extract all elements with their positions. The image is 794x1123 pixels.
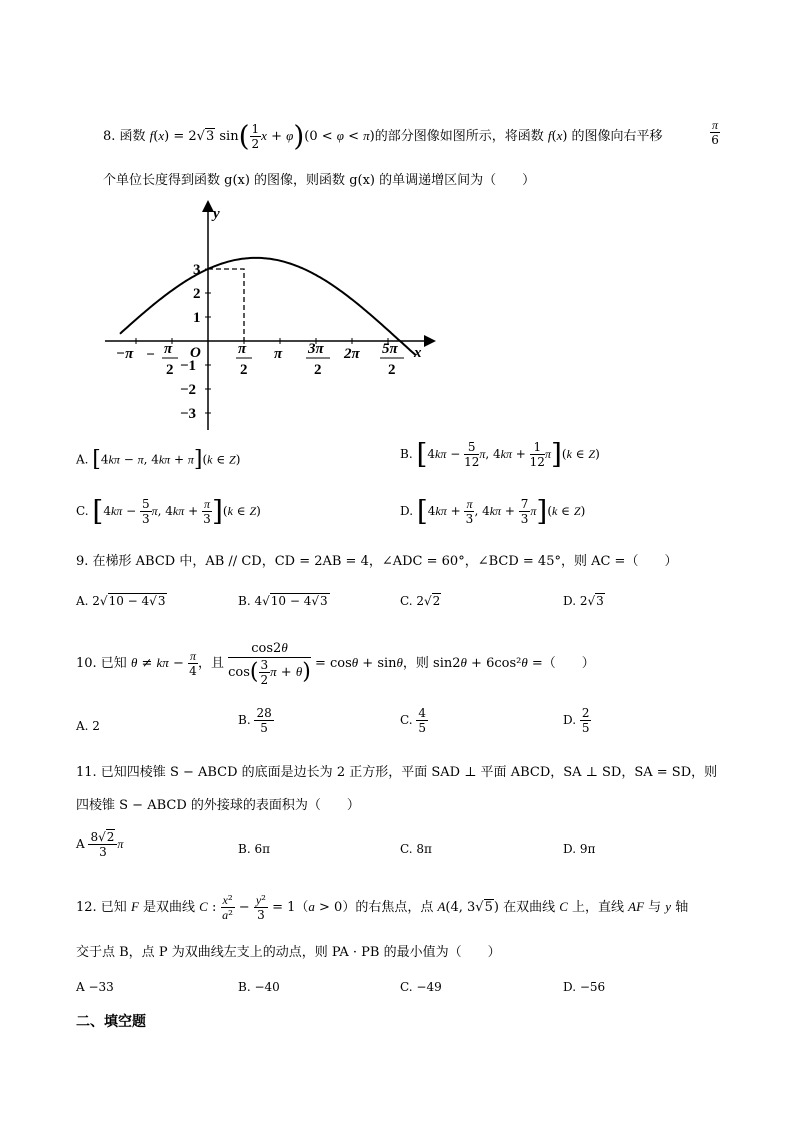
q11-option-b[interactable]: B. 6π bbox=[238, 842, 270, 856]
q12-option-b[interactable]: B. −40 bbox=[238, 980, 280, 994]
y-tick-m1: −1 bbox=[180, 358, 197, 374]
q12-option-a[interactable]: A −33 bbox=[76, 980, 114, 994]
q11-option-c[interactable]: C. 8π bbox=[400, 842, 432, 856]
q8-line2: 个单位长度得到函数 g(x) 的图像，则函数 g(x) 的单调递增区间为（ ） bbox=[103, 173, 536, 188]
q12-option-d[interactable]: D. −56 bbox=[563, 980, 606, 994]
q10-option-d[interactable]: D. $\frac{2}{5}$ bbox=[563, 706, 590, 735]
x-tick-3pi2-num: 3π bbox=[308, 341, 324, 357]
x-tick-mpi2-minus: − bbox=[146, 347, 156, 363]
q9-option-c[interactable]: C. 2√2 bbox=[400, 594, 441, 608]
q8-option-b[interactable]: B. [4kπ − $\frac{5}{12}$ π, 4kπ + $\frac{1}{12}$ π](k ∈ Z) bbox=[400, 437, 600, 471]
y-tick-m2: −2 bbox=[180, 382, 197, 398]
q9-option-b[interactable]: B. 4√10 − 4√3 bbox=[238, 594, 328, 608]
section-title: 二、填空题 bbox=[76, 1014, 146, 1030]
q9-option-d[interactable]: D. 2√3 bbox=[563, 594, 604, 608]
q10-stem: 10. 已知 θ ≠ kπ − $\frac{\pi}{4}$ ，且 cos2θ cos( $\frac{3}{2}$ π + θ) = cosθ + sinθ，则 sin2θ + 6cos²θ =（ ） bbox=[76, 640, 595, 687]
q11-line1: 11. 已知四棱锥 S − ABCD 的底面是边长为 2 正方形，平面 SAD ⊥ 平面 ABCD，SA ⊥ SD，SA = SD，则 bbox=[76, 765, 718, 780]
x-tick-pi: π bbox=[274, 346, 283, 362]
x-tick-5pi2-num: 5π bbox=[382, 341, 398, 357]
q12-option-c[interactable]: C. −49 bbox=[400, 980, 442, 994]
dashed-guide bbox=[208, 269, 244, 341]
svg-text:2: 2 bbox=[388, 362, 396, 378]
svg-text:2: 2 bbox=[240, 362, 248, 378]
y-tick-m3: −3 bbox=[180, 406, 197, 422]
x-tick-2pi: 2π bbox=[344, 346, 360, 362]
y-label: y bbox=[213, 206, 220, 222]
y-tick-3: 3 bbox=[193, 262, 201, 278]
q8-option-d[interactable]: D. [4kπ + $\frac{\pi}{3}$ , 4kπ + $\frac{7}{3}$ π](k ∈ Z) bbox=[400, 494, 586, 528]
x-label: x bbox=[414, 345, 422, 361]
x-tick-mpi: −π bbox=[116, 346, 134, 362]
q12-line1: 12. 已知 F 是双曲线 C : $\frac{\text{x²}}{\text{a²}}$ − $\frac{\text{y²}}{3}$ = 1（a > 0）的右焦点，点 A(4, 3√5) 在双曲线 C 上，直线 AF 与 y 轴 bbox=[76, 893, 689, 922]
q10-option-b[interactable]: B. $\frac{28}{5}$ bbox=[238, 706, 272, 735]
q8-option-c[interactable]: C. [4kπ − $\frac{5}{3}$ π, 4kπ + $\frac{\pi}{3}$ ](k ∈ Z) bbox=[76, 494, 261, 528]
q8-line1: 8. 函数 f(x) = 2√3 sin( $\frac{1}{2}$ x + φ)(0 < φ < π)的部分图像如图所示，将函数 f(x) 的图像向右平移 bbox=[103, 119, 663, 153]
q11-line2: 四棱锥 S − ABCD 的外接球的表面积为（ ） bbox=[76, 798, 360, 813]
x-tick-pi2-num: π bbox=[238, 341, 247, 357]
svg-text:2: 2 bbox=[314, 362, 322, 378]
origin-label: O bbox=[190, 345, 201, 361]
q8-shift: $\frac{\pi}{6}$ bbox=[711, 118, 719, 147]
q10-option-a[interactable]: A. 2 bbox=[76, 719, 100, 733]
q11-option-d[interactable]: D. 9π bbox=[563, 842, 596, 856]
q9-stem: 9. 在梯形 ABCD 中，AB // CD，CD = 2AB = 4，∠ADC = 60°，∠BCD = 45°，则 AC =（ ） bbox=[76, 554, 678, 569]
q10-option-c[interactable]: C. $\frac{4}{5}$ bbox=[400, 706, 427, 735]
y-tick-2: 2 bbox=[193, 286, 201, 302]
y-tick-1: 1 bbox=[193, 310, 201, 326]
q9-option-a[interactable]: A. 2√10 − 4√3 bbox=[76, 594, 166, 608]
svg-text:2: 2 bbox=[166, 362, 174, 378]
q11-option-a[interactable]: A $\frac{8√2}{3}$ π bbox=[76, 830, 124, 859]
q12-line2: 交于点 B，点 P 为双曲线左支上的动点，则 PA · PB 的最小值为（ ） bbox=[76, 945, 501, 960]
q8-graph bbox=[100, 200, 440, 440]
x-tick-mpi2-num: π bbox=[164, 341, 173, 357]
q8-option-a[interactable]: A. [4kπ − π, 4kπ + π](k ∈ Z) bbox=[76, 447, 241, 472]
